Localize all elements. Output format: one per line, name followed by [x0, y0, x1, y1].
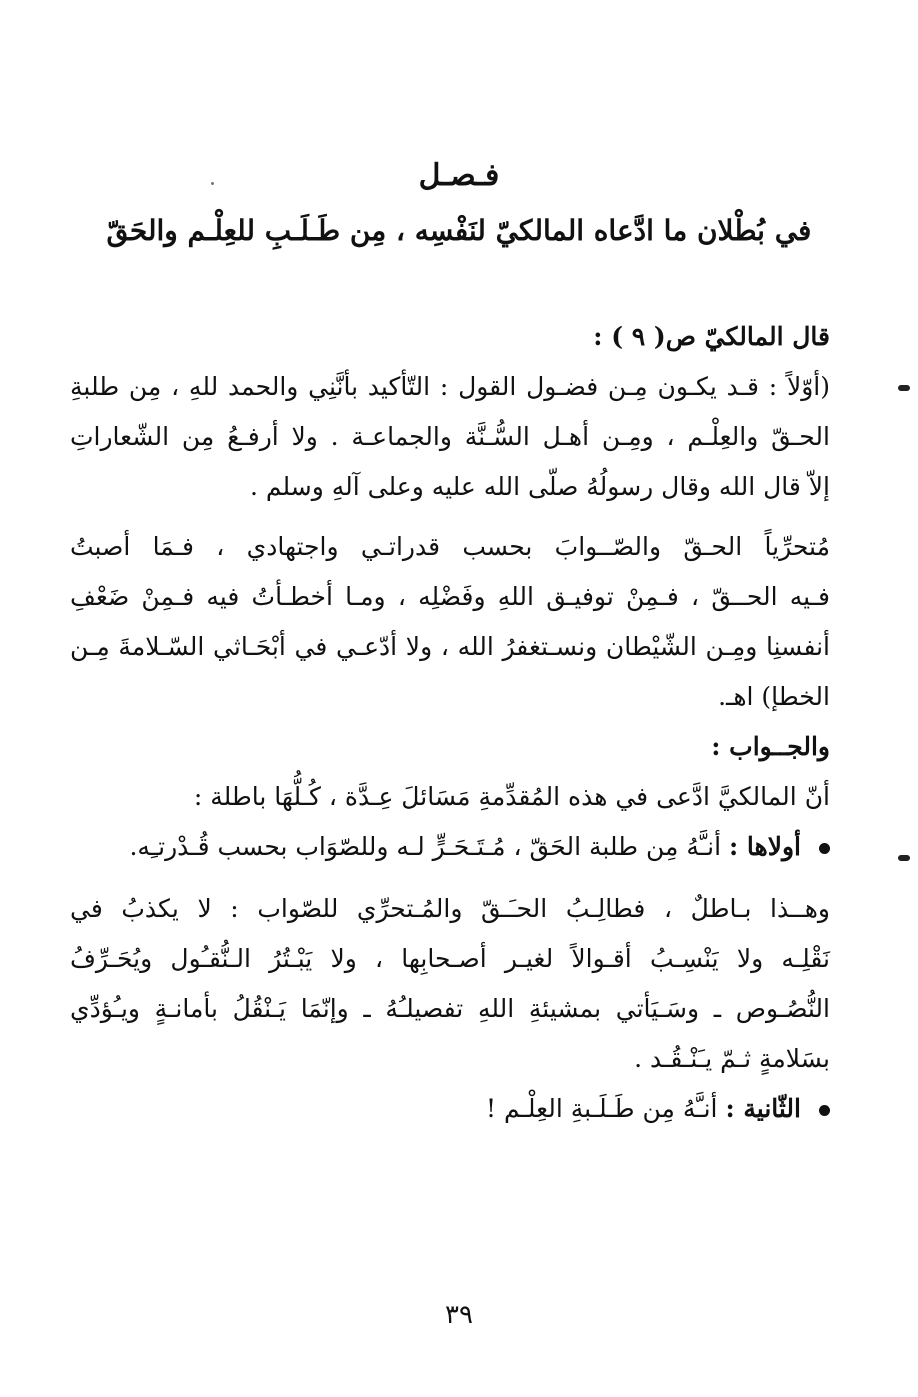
body-text: [70, 312, 830, 1134]
quote-line: أنفسنِا ومِـن الشّيْطان ونسـتغفرُ الله ، ولا أدّعـي في أبْحَـاثي السّـلامةَ مِـن: [70, 632, 830, 661]
refutation-line: بسَلامةٍ ثـمّ يـَنْـقُـد .: [634, 1044, 830, 1073]
quote-intro: قال المالكيّ ص( ٩ ) :: [593, 322, 830, 351]
answer-intro: أنّ المالكيَّ ادَّعى في هذه المُقدِّمةِ مَسَائلَ عِـدَّة ، كُـلُّهَا باطلة :: [193, 782, 830, 811]
quote-line: الخطإ) اهـ.: [718, 682, 830, 711]
refutation-line: وهــذا بـاطلٌ ، فطالِـبُ الحـَـقّ والمُـتحرِّي للصّواب : لا يكذبُ في: [70, 894, 830, 923]
point-text: أنـَّهُ مِن طلبة الحَقّ ، مُـتَـحَـرٍّ لـه وللصّوَاب بحسب قُـدْرتـِه.: [129, 832, 722, 861]
margin-mark: [898, 385, 910, 391]
paragraph-gap: [70, 872, 830, 884]
refutation-line: نَقْلِـه ولا يَنْسِـبُ أقـوالاً لغيـر أصـحابِها ، ولا يَبْـتُرُ الـنُّقـُول ويُحَـرِّفُ: [70, 944, 830, 973]
point-first: [70, 822, 830, 872]
point-text: أنـَّهُ مِن طَـلَـبةِ العِلْـم !: [485, 1094, 718, 1123]
paragraph-gap: [70, 512, 830, 522]
quote-line: فـيه الحــقّ ، فـمِنْ توفيـق اللهِ وفَضْلِه ، ومـا أخطـأتُ فيه فـمِنْ ضَعْفِ: [70, 582, 830, 611]
section-subtitle: في بُطْلان ما ادَّعاه المالكيّ لنَفْسِه ، مِن طَـلَـبِ للعِلْـم والحَقّ: [106, 214, 812, 247]
answer-label: والجــواب :: [711, 732, 830, 761]
refutation-line: النُّصُـوص ـ وسَـيَأتي بمشيئةِ اللهِ تفصيلـُهُ ـ وإنّمَا يَـنْقُلُ بأمانـةٍ ويـُؤدِّي: [70, 994, 830, 1023]
quote-line: إلاّ قال الله وقال رسولُهُ صلّى الله عليه وعلى آلهِ وسلم .: [249, 472, 830, 501]
bullet-icon: [819, 1105, 830, 1116]
quote-line: الحـقّ والعِلْـم ، ومِـن أهـل السُّـنَّة والجماعـة . ولا أرفـعُ مِن الشّعاراتِ: [70, 422, 830, 451]
margin-mark: [898, 855, 910, 861]
quote-line: مُتحرِّياً الحـقّ والصّــوابَ بحسب قدراتـي واجتهادي ، فـمَا أصبتُ: [70, 532, 830, 561]
point-label: أولاها :: [728, 832, 801, 861]
point-second: [70, 1084, 830, 1134]
section-title: فـصـل: [418, 158, 500, 193]
point-label: الثّانية :: [725, 1094, 801, 1123]
bullet-icon: [819, 843, 830, 854]
quote-line: (أوّلاً : قـد يكـون مِـن فضـول القول : التّأكيد بأنَّنِي والحمد للهِ ، مِن طلبةِ: [70, 372, 830, 401]
page-number: ٣٩: [445, 1300, 473, 1330]
